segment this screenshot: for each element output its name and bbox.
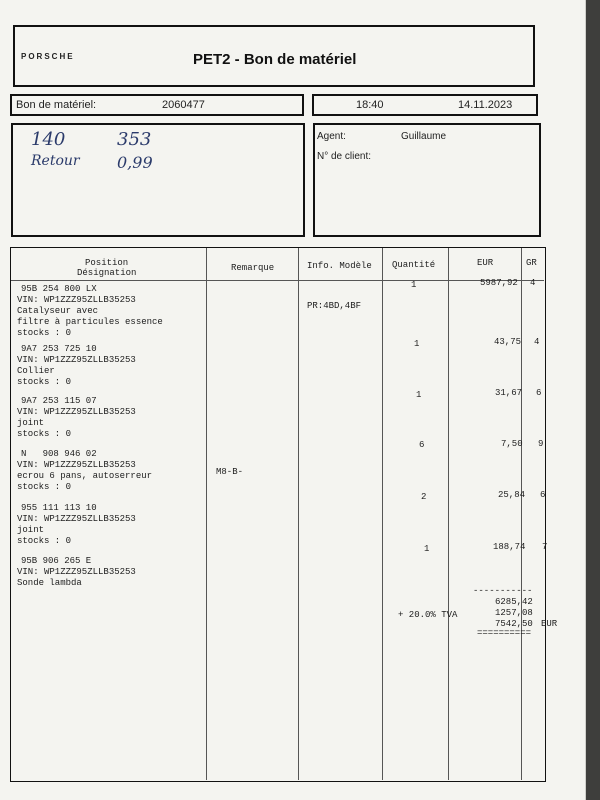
stock: stocks : 0 <box>17 377 72 387</box>
col-divider-1 <box>206 248 207 780</box>
quantity: 1 <box>424 544 430 554</box>
gr: 4 <box>530 278 536 288</box>
document-title: PET2 - Bon de matériel <box>193 51 357 68</box>
date-value: 14.11.2023 <box>458 99 513 111</box>
vin: VIN: WP1ZZZ95ZLLB35253 <box>17 295 136 305</box>
designation: joint <box>17 418 45 428</box>
gr: 6 <box>540 490 546 500</box>
header-remarque: Remarque <box>231 263 275 273</box>
quantity: 1 <box>416 390 422 400</box>
quantity: 1 <box>411 280 417 290</box>
price: 25,84 <box>498 490 526 500</box>
quantity: 2 <box>421 492 427 502</box>
designation-line-2: filtre à particules essence <box>17 317 163 327</box>
notes-box <box>11 123 305 237</box>
client-label: N° de client: <box>317 151 372 162</box>
part-number: 9A7 253 115 07 <box>21 396 97 406</box>
handwritten-note-1-right: 353 <box>117 129 152 150</box>
part-number: N 908 946 02 <box>21 449 97 459</box>
header-position: Position <box>85 258 129 268</box>
header-gr: GR <box>526 258 537 268</box>
handwritten-note-2-right: 0,99 <box>117 153 153 172</box>
designation: Catalyseur avec <box>17 306 99 316</box>
handwritten-note-1-left: 140 <box>31 129 66 150</box>
header-designation: Désignation <box>77 268 137 278</box>
parts-table <box>10 247 558 782</box>
grand-total: 7542,50 <box>495 619 533 629</box>
totals-double-rule: ========== <box>477 628 532 638</box>
col-divider-3 <box>382 248 383 780</box>
subtotal: 6285,42 <box>495 597 533 607</box>
agent-name: Guillaume <box>401 131 447 142</box>
gr: 6 <box>536 388 542 398</box>
order-label: Bon de matériel: <box>16 99 97 111</box>
brand-logo: PORSCHE <box>21 52 75 61</box>
designation: joint <box>17 525 45 535</box>
stock: stocks : 0 <box>17 536 72 546</box>
title-box <box>13 25 535 87</box>
agent-box <box>313 123 541 237</box>
col-divider-2 <box>298 248 299 780</box>
stock: stocks : 0 <box>17 482 72 492</box>
header-eur: EUR <box>477 258 494 268</box>
table-header-rule <box>11 280 544 281</box>
tva-amount: 1257,08 <box>495 608 533 618</box>
vin: VIN: WP1ZZZ95ZLLB35253 <box>17 355 136 365</box>
col-divider-5 <box>521 248 522 780</box>
gr: 7 <box>542 542 548 552</box>
gr: 4 <box>534 337 540 347</box>
part-number: 95B 906 265 E <box>21 556 92 566</box>
vin: VIN: WP1ZZZ95ZLLB35253 <box>17 407 136 417</box>
header-quantite: Quantité <box>392 260 436 270</box>
header-info-modele: Info. Modèle <box>307 261 372 271</box>
price: 188,74 <box>493 542 526 552</box>
vin: VIN: WP1ZZZ95ZLLB35253 <box>17 514 136 524</box>
price: 7,50 <box>501 439 523 449</box>
quantity: 6 <box>419 440 425 450</box>
designation: Sonde lambda <box>17 578 82 588</box>
remarque: M8-B- <box>216 467 244 477</box>
price: 5987,92 <box>480 278 518 288</box>
price: 31,67 <box>495 388 523 398</box>
gr: 9 <box>538 439 544 449</box>
quantity: 1 <box>414 339 420 349</box>
time-date-box <box>312 94 538 116</box>
vin: VIN: WP1ZZZ95ZLLB35253 <box>17 567 136 577</box>
part-number: 95B 254 800 LX <box>21 284 97 294</box>
totals-dashes: ----------- <box>473 586 533 596</box>
time-value: 18:40 <box>356 99 384 111</box>
col-divider-4 <box>448 248 449 780</box>
order-number-box <box>10 94 304 116</box>
vin: VIN: WP1ZZZ95ZLLB35253 <box>17 460 136 470</box>
part-number: 9A7 253 725 10 <box>21 344 97 354</box>
info-modele: PR:4BD,4BF <box>307 301 362 311</box>
handwritten-note-2-left: Retour <box>31 153 80 169</box>
agent-label: Agent: <box>317 131 346 142</box>
part-number: 955 111 113 10 <box>21 503 97 513</box>
tva-label: + 20.0% TVA <box>398 610 458 620</box>
price: 43,75 <box>494 337 522 347</box>
designation: Collier <box>17 366 55 376</box>
order-number: 2060477 <box>162 99 205 111</box>
stock: stocks : 0 <box>17 429 72 439</box>
currency: EUR <box>541 619 558 629</box>
designation: ecrou 6 pans, autoserreur <box>17 471 153 481</box>
stock: stocks : 0 <box>17 328 72 338</box>
